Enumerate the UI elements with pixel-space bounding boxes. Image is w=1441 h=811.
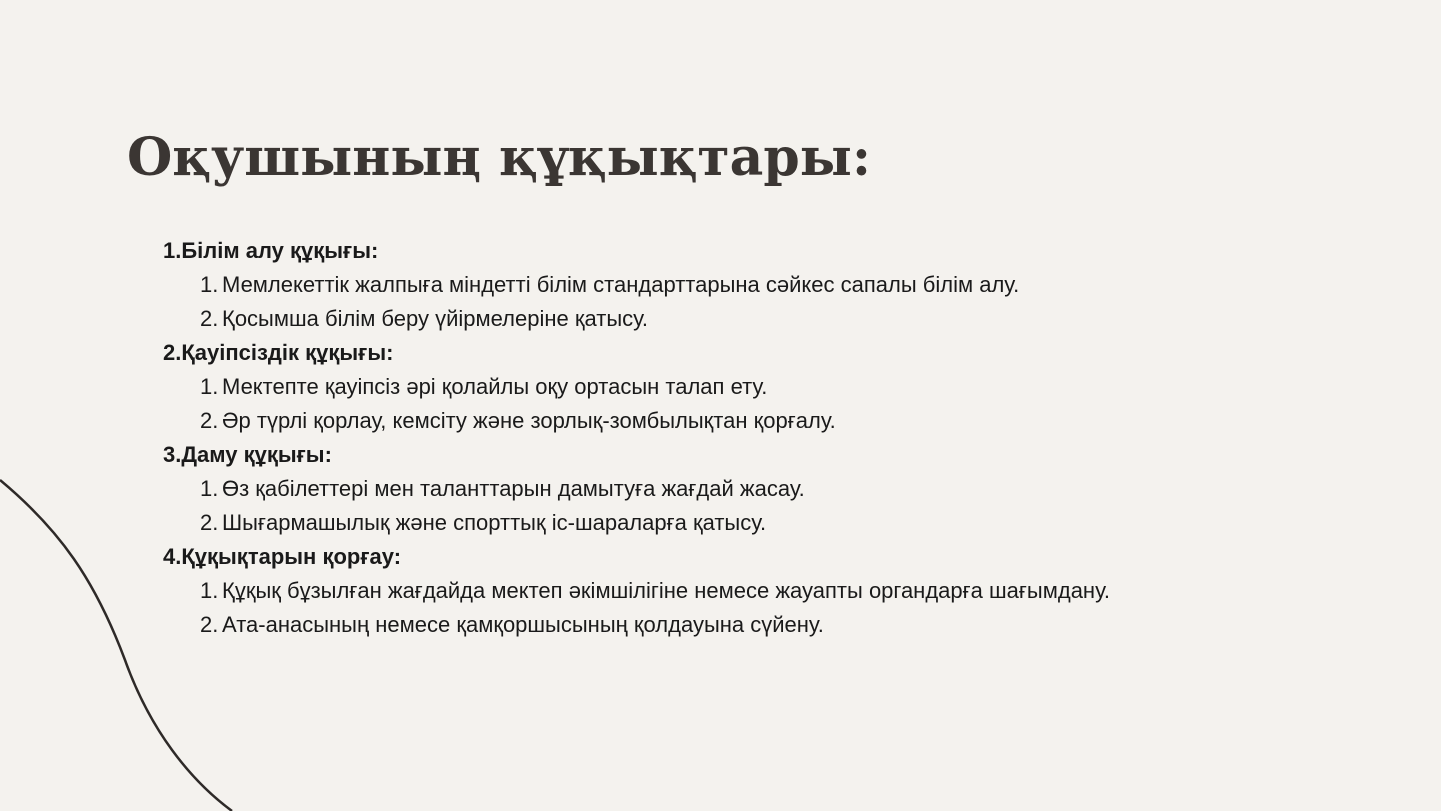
item-number: 2.: [200, 510, 219, 535]
slide-title: Оқушының құқықтары:: [127, 127, 872, 188]
item-text: Ата-анасының немесе қамқоршысының қолдауына сүйену.: [222, 612, 824, 637]
list-item: [163, 506, 1313, 540]
item-text: Мемлекеттік жалпыға міндетті білім стандарттарына сәйкес сапалы білім алу.: [222, 272, 1020, 297]
item-text: Құқық бұзылған жағдайда мектеп әкімшілігіне немесе жауапты органдарға шағымдану.: [222, 578, 1110, 603]
list-item: [163, 608, 1313, 642]
list-item: [163, 268, 1313, 302]
list-item: [163, 370, 1313, 404]
section-protection: [163, 540, 1313, 642]
item-text: Өз қабілеттері мен таланттарын дамытуға жағдай жасау.: [222, 476, 805, 501]
item-number: 1.: [200, 476, 219, 501]
item-number: 1.: [200, 374, 219, 399]
list-item: [163, 302, 1313, 336]
section-safety: [163, 336, 1313, 438]
item-number: 2.: [200, 306, 219, 331]
section-heading: 3.Даму құқығы:: [163, 442, 332, 467]
section-development: [163, 438, 1313, 540]
item-number: 2.: [200, 408, 219, 433]
list-item: [163, 574, 1313, 608]
rights-list: [163, 234, 1313, 642]
item-text: Мектепте қауіпсіз әрі қолайлы оқу ортасын талап ету.: [222, 374, 768, 399]
item-number: 1.: [200, 272, 219, 297]
item-text: Шығармашылық және спорттық іс-шараларға қатысу.: [222, 510, 767, 535]
list-item: [163, 404, 1313, 438]
list-item: [163, 472, 1313, 506]
section-education: [163, 234, 1313, 336]
item-text: Қосымша білім беру үйірмелеріне қатысу.: [222, 306, 649, 331]
section-heading: 2.Қауіпсіздік құқығы:: [163, 340, 394, 365]
item-number: 2.: [200, 612, 219, 637]
item-number: 1.: [200, 578, 219, 603]
item-text: Әр түрлі қорлау, кемсіту және зорлық-зомбылықтан қорғалу.: [222, 408, 836, 433]
section-heading: 1.Білім алу құқығы:: [163, 238, 379, 263]
section-heading: 4.Құқықтарын қорғау:: [163, 544, 402, 569]
